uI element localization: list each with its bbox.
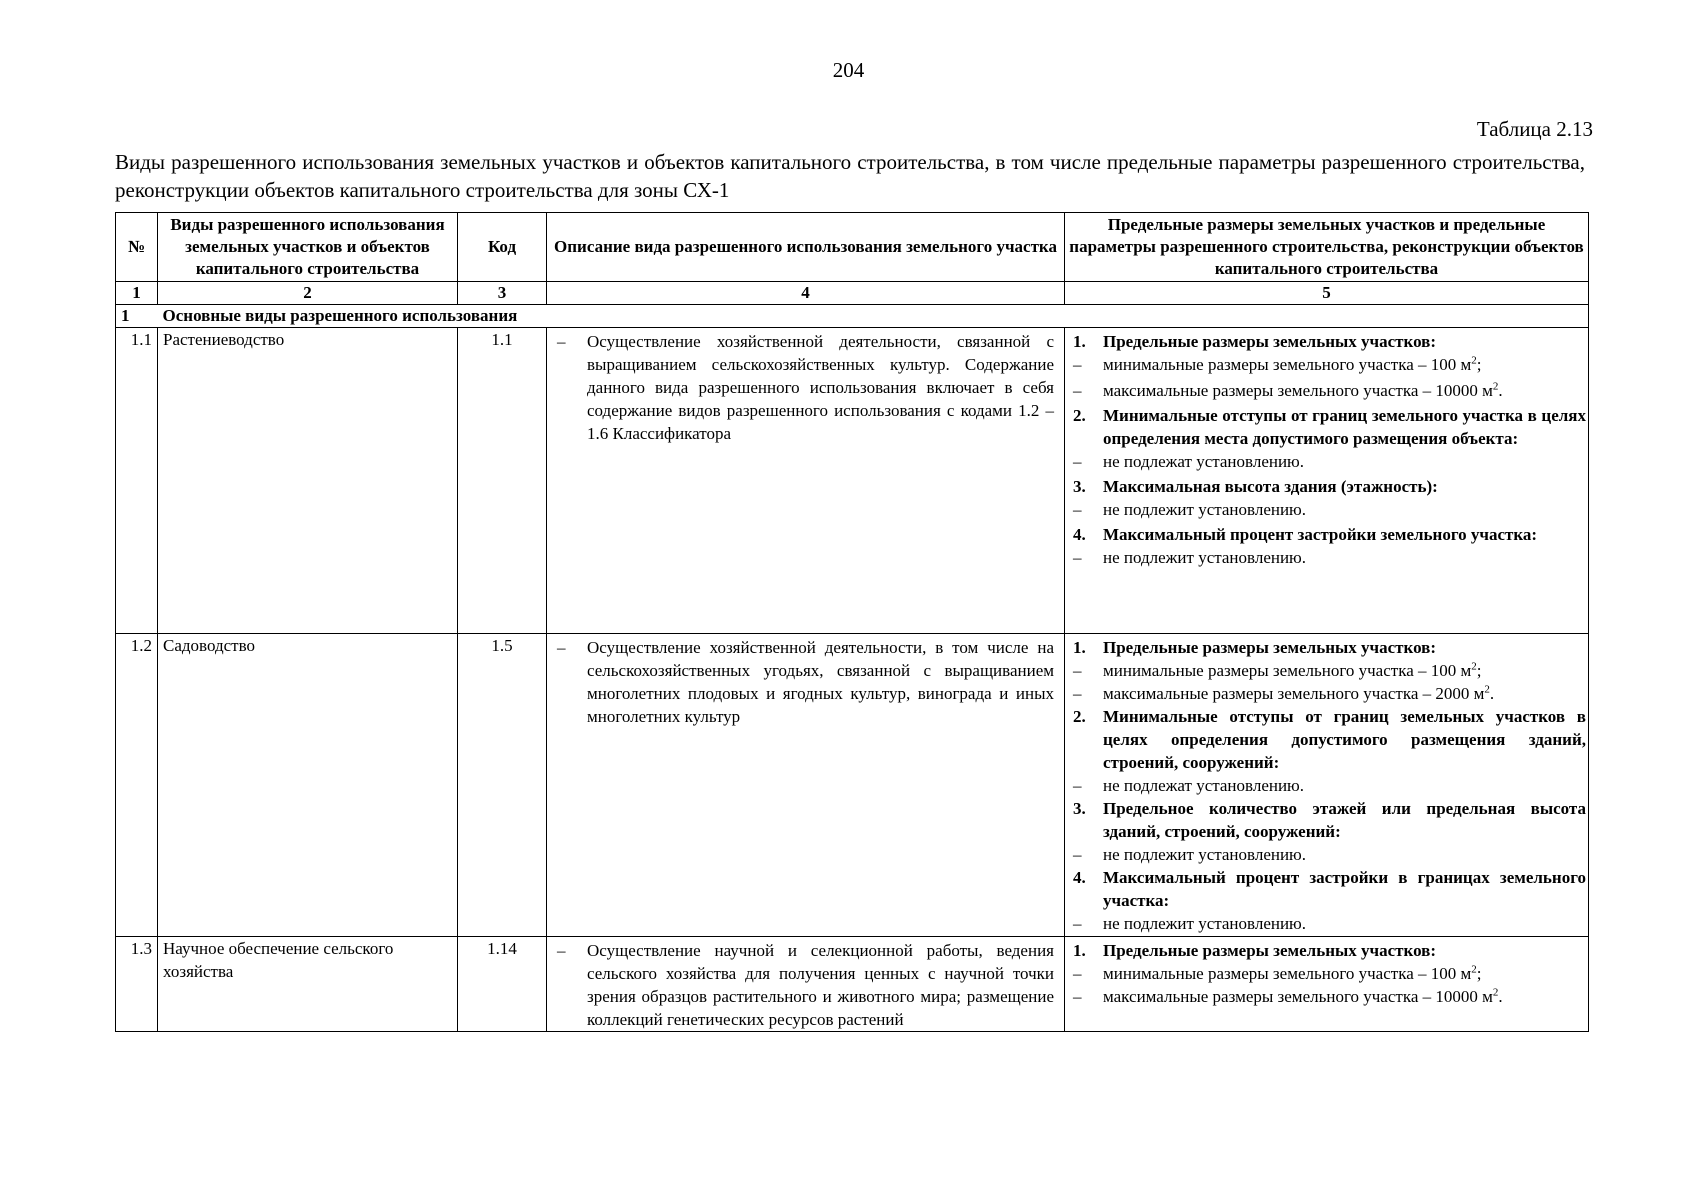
param-heading: 3. Максимальная высота здания (этажность):: [1073, 477, 1438, 496]
header-num: №: [116, 213, 158, 282]
row-params: [1065, 328, 1589, 634]
param-heading: 2. Минимальные отступы от границ земельных участков в целях определения допустимого размещения зданий, строений, сооружений:: [1073, 707, 1586, 772]
param-heading: 1. Предельные размеры земельных участков:: [1073, 332, 1437, 351]
param-item: – максимальные размеры земельного участка – 10000 $м^2$.: [1073, 380, 1503, 400]
table-title: Виды разрешенного использования земельных участков и объектов капитального строительства, в том числе предельные параметры разрешенного строительства, реконструкции объектов капитального строительства для зоны СХ-1: [115, 150, 1585, 202]
table-row: [116, 634, 1589, 937]
table-row: [116, 937, 1589, 1032]
column-number: 2: [158, 282, 458, 305]
section-row: [116, 305, 1589, 328]
header-desc: Описание вида разрешенного использования земельного участка: [547, 213, 1065, 282]
header-name: Виды разрешенного использования земельных участков и объектов капитального строительства: [158, 213, 458, 282]
bullet-dash: –: [557, 332, 566, 351]
header-row: [116, 213, 1589, 282]
row-number: 1.2: [116, 634, 158, 937]
column-number: 5: [1065, 282, 1589, 305]
param-item: – максимальные размеры земельного участка – 2000 $м^2$.: [1073, 683, 1495, 703]
row-params: [1065, 937, 1589, 1032]
param-heading: 3. Предельное количество этажей или предельная высота зданий, строений, сооружений:: [1073, 799, 1586, 841]
column-numbers-row: [116, 282, 1589, 305]
param-item: – минимальные размеры земельного участка – 100 $м^2$;: [1073, 660, 1482, 680]
description-text: Осуществление хозяйственной деятельности, в том числе на сельскохозяйственных угодьях, связанной с выращиванием многолетних плодовых и ягодных культур, винограда и иных многолетних культур: [587, 638, 1054, 726]
bullet-dash: –: [557, 941, 566, 960]
row-name: Растениеводство: [158, 328, 458, 634]
row-name: Научное обеспечение сельского хозяйства: [158, 937, 458, 1032]
row-name: Садоводство: [158, 634, 458, 937]
page-number: 204: [832, 58, 865, 82]
row-number: 1.3: [116, 937, 158, 1032]
row-code: 1.14: [458, 937, 547, 1032]
column-number: 4: [547, 282, 1065, 305]
header-code: Код: [458, 213, 547, 282]
row-params: [1065, 634, 1589, 937]
row-number: 1.1: [116, 328, 158, 634]
bullet-dash: –: [557, 638, 566, 657]
row-code: 1.1: [458, 328, 547, 634]
row-description: [547, 634, 1065, 937]
param-heading: 1. Предельные размеры земельных участков:: [1073, 941, 1437, 960]
section-number: 1: [116, 305, 158, 328]
param-item: – не подлежит установлению.: [1073, 500, 1307, 519]
param-heading: 1. Предельные размеры земельных участков:: [1073, 638, 1437, 657]
param-item: – минимальные размеры земельного участка – 100 $м^2$;: [1073, 354, 1482, 374]
row-description: [547, 937, 1065, 1032]
header-params: Предельные размеры земельных участков и предельные параметры разрешенного строительства, реконструкции объектов капитального строительства: [1065, 213, 1589, 282]
zoning-table: [115, 212, 1589, 1032]
param-heading: 4. Максимальный процент застройки в границах земельного участка:: [1073, 868, 1586, 910]
param-item: – не подлежит установлению.: [1073, 845, 1307, 864]
row-code: 1.5: [458, 634, 547, 937]
param-item: – не подлежат установлению.: [1073, 452, 1305, 471]
param-item: – максимальные размеры земельного участка – 10000 $м^2$.: [1073, 986, 1503, 1006]
table-label: Таблица 2.13: [1476, 117, 1593, 141]
column-number: 1: [116, 282, 158, 305]
param-item: – не подлежит установлению.: [1073, 914, 1307, 933]
column-number: 3: [458, 282, 547, 305]
table-row: [116, 328, 1589, 634]
section-title: Основные виды разрешенного использования: [158, 305, 1589, 328]
param-item: – минимальные размеры земельного участка – 100 $м^2$;: [1073, 963, 1482, 983]
row-description: [547, 328, 1065, 634]
param-item: – не подлежат установлению.: [1073, 776, 1305, 795]
description-text: Осуществление научной и селекционной работы, ведения сельского хозяйства для получения ценных с научной точки зрения образцов растительного и животного мира; размещение коллекций генетических ресурсов растений: [587, 941, 1054, 1029]
param-item: – не подлежит установлению.: [1073, 548, 1307, 567]
param-heading: 4. Максимальный процент застройки земельного участка:: [1073, 525, 1538, 544]
description-text: Осуществление хозяйственной деятельности, связанной с выращиванием сельскохозяйственных культур. Содержание данного вида разрешенного использования включает в себя содержание видов разрешенного использования с кодами 1.2 – 1.6 Классификатора: [587, 332, 1054, 443]
param-heading: 2. Минимальные отступы от границ земельного участка в целях определения места допустимого размещения объекта:: [1073, 406, 1586, 448]
